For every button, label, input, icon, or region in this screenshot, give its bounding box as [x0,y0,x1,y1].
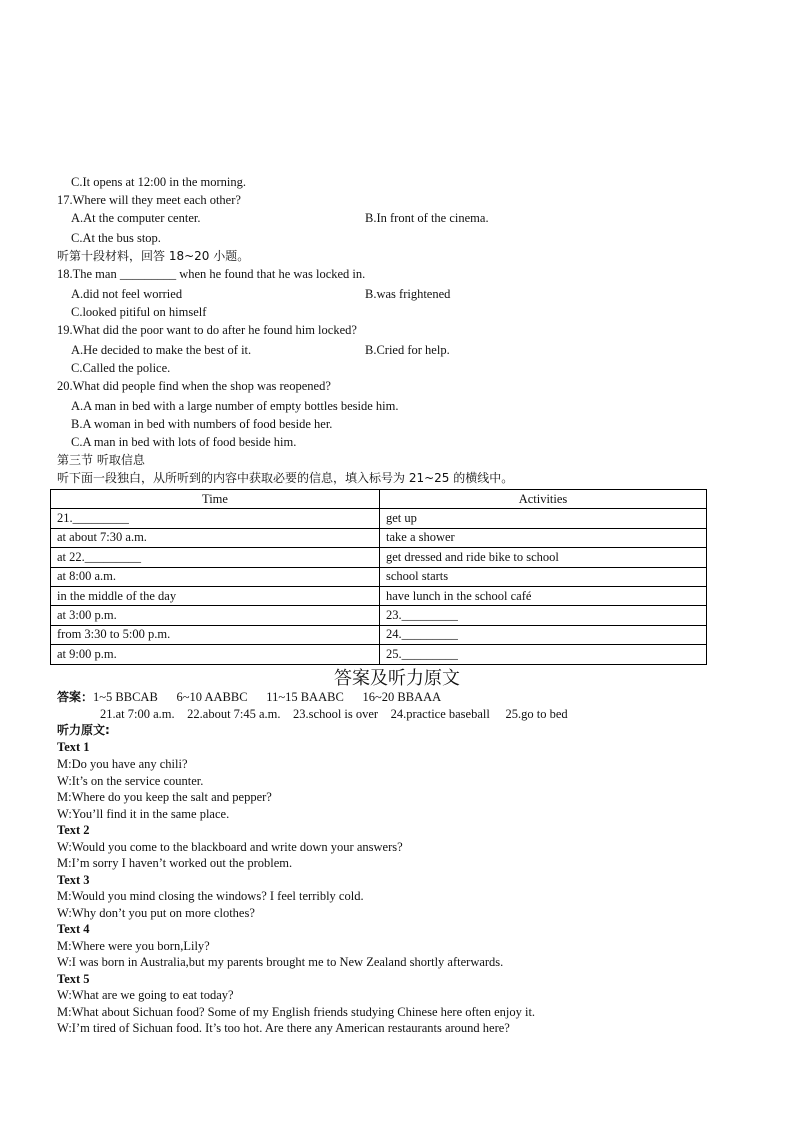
q16-option-c: C.It opens at 12:00 in the morning. [71,175,246,189]
activity-cell: get up [380,509,707,528]
section3-instruction: 听下面一段独白，从所听到的内容中获取必要的信息，填入标号为 21~25 的横线中。 [57,471,514,485]
transcript-line: M:Do you have any chili? [57,757,188,771]
time-cell: at 3:00 p.m. [51,606,380,625]
activity-cell: 24._________ [380,625,707,644]
time-cell: at 9:00 p.m. [51,645,380,664]
transcript-line: W:I’m tired of Sichuan food. It’s too hot. Are there any American restaurants around here? [57,1021,510,1035]
table-header-row [51,490,707,509]
text3-title: Text 3 [57,873,90,887]
q20-question: 20.What did people find when the shop was reopened? [57,379,331,393]
section3-heading: 第三节 听取信息 [57,453,145,467]
activity-cell: get dressed and ride bike to school [380,548,707,567]
transcript-heading: 听力原文: [57,723,110,737]
header-activities: Activities [380,490,707,509]
transcript-line: W:I was born in Australia,but my parents brought me to New Zealand shortly afterwards. [57,955,504,969]
time-cell: at about 7:30 a.m. [51,528,380,547]
text1-title: Text 1 [57,740,90,754]
transcript-line: W:Would you come to the blackboard and write down your answers? [57,840,403,854]
q17-option-a: A.At the computer center. [71,211,201,225]
time-cell: at 8:00 a.m. [51,567,380,586]
transcript-line: M:Where were you born,Lily? [57,939,210,953]
text2-title: Text 2 [57,823,90,837]
transcript-line: W:What are we going to eat today? [57,988,234,1002]
answer-key-line2: 21.at 7:00 a.m. 22.about 7:45 a.m. 23.school is over 24.practice baseball 25.go to bed [100,707,568,721]
q20-option-b: B.A woman in bed with numbers of food beside her. [71,417,333,431]
table-row [51,625,707,644]
table-row [51,509,707,528]
q18-option-b: B.was frightened [365,287,451,301]
activity-cell: 23._________ [380,606,707,625]
q18-question: 18.The man _________ when he found that he was locked in. [57,267,366,281]
time-cell: at 22._________ [51,548,380,567]
time-cell: in the middle of the day [51,586,380,605]
transcript-line: M:What about Sichuan food? Some of my English friends studying Chinese here often enjoy it. [57,1005,536,1019]
table-row [51,606,707,625]
activity-cell: take a shower [380,528,707,547]
q18-option-a: A.did not feel worried [71,287,183,301]
q19-question: 19.What did the poor want to do after he found him locked? [57,323,357,337]
transcript-line: M:Where do you keep the salt and pepper? [57,790,272,804]
q17-option-c: C.At the bus stop. [71,231,161,245]
answer-label: 答案： [57,690,94,704]
answer-key-line1 [57,689,441,705]
transcript-line: M:Would you mind closing the windows? I feel terribly cold. [57,889,364,903]
transcript-line: W:It’s on the service counter. [57,774,204,788]
q19-option-a: A.He decided to make the best of it. [71,343,252,357]
transcript-line: W:Why don’t you put on more clothes? [57,906,255,920]
q20-option-a: A.A man in bed with a large number of empty bottles beside him. [71,399,399,413]
q18-option-c: C.looked pitiful on himself [71,305,207,319]
activity-cell: have lunch in the school café [380,586,707,605]
transcript-line: M:I’m sorry I haven’t worked out the problem. [57,856,293,870]
text4-title: Text 4 [57,922,90,936]
header-time: Time [51,490,380,509]
transcript-line: W:You’ll find it in the same place. [57,807,230,821]
q19-option-c: C.Called the police. [71,361,171,375]
text5-title: Text 5 [57,972,90,986]
table-row [51,548,707,567]
q19-option-b: B.Cried for help. [365,343,450,357]
time-cell: from 3:30 to 5:00 p.m. [51,625,380,644]
table-row [51,586,707,605]
info-table [50,489,707,665]
table-row [51,645,707,664]
section10-intro: 听第十段材料，回答 18~20 小题。 [57,249,250,263]
q17-option-b: B.In front of the cinema. [365,211,489,225]
answer-line1-text: 1~5 BBCAB 6~10 AABBC 11~15 BAABC 16~20 BBAAA [93,690,442,704]
activity-cell: school starts [380,567,707,586]
answers-title: 答案及听力原文 [334,668,460,689]
q20-option-c: C.A man in bed with lots of food beside him. [71,435,297,449]
activity-cell: 25._________ [380,645,707,664]
q17-question: 17.Where will they meet each other? [57,193,241,207]
time-cell: 21._________ [51,509,380,528]
table-row [51,528,707,547]
table-row [51,567,707,586]
